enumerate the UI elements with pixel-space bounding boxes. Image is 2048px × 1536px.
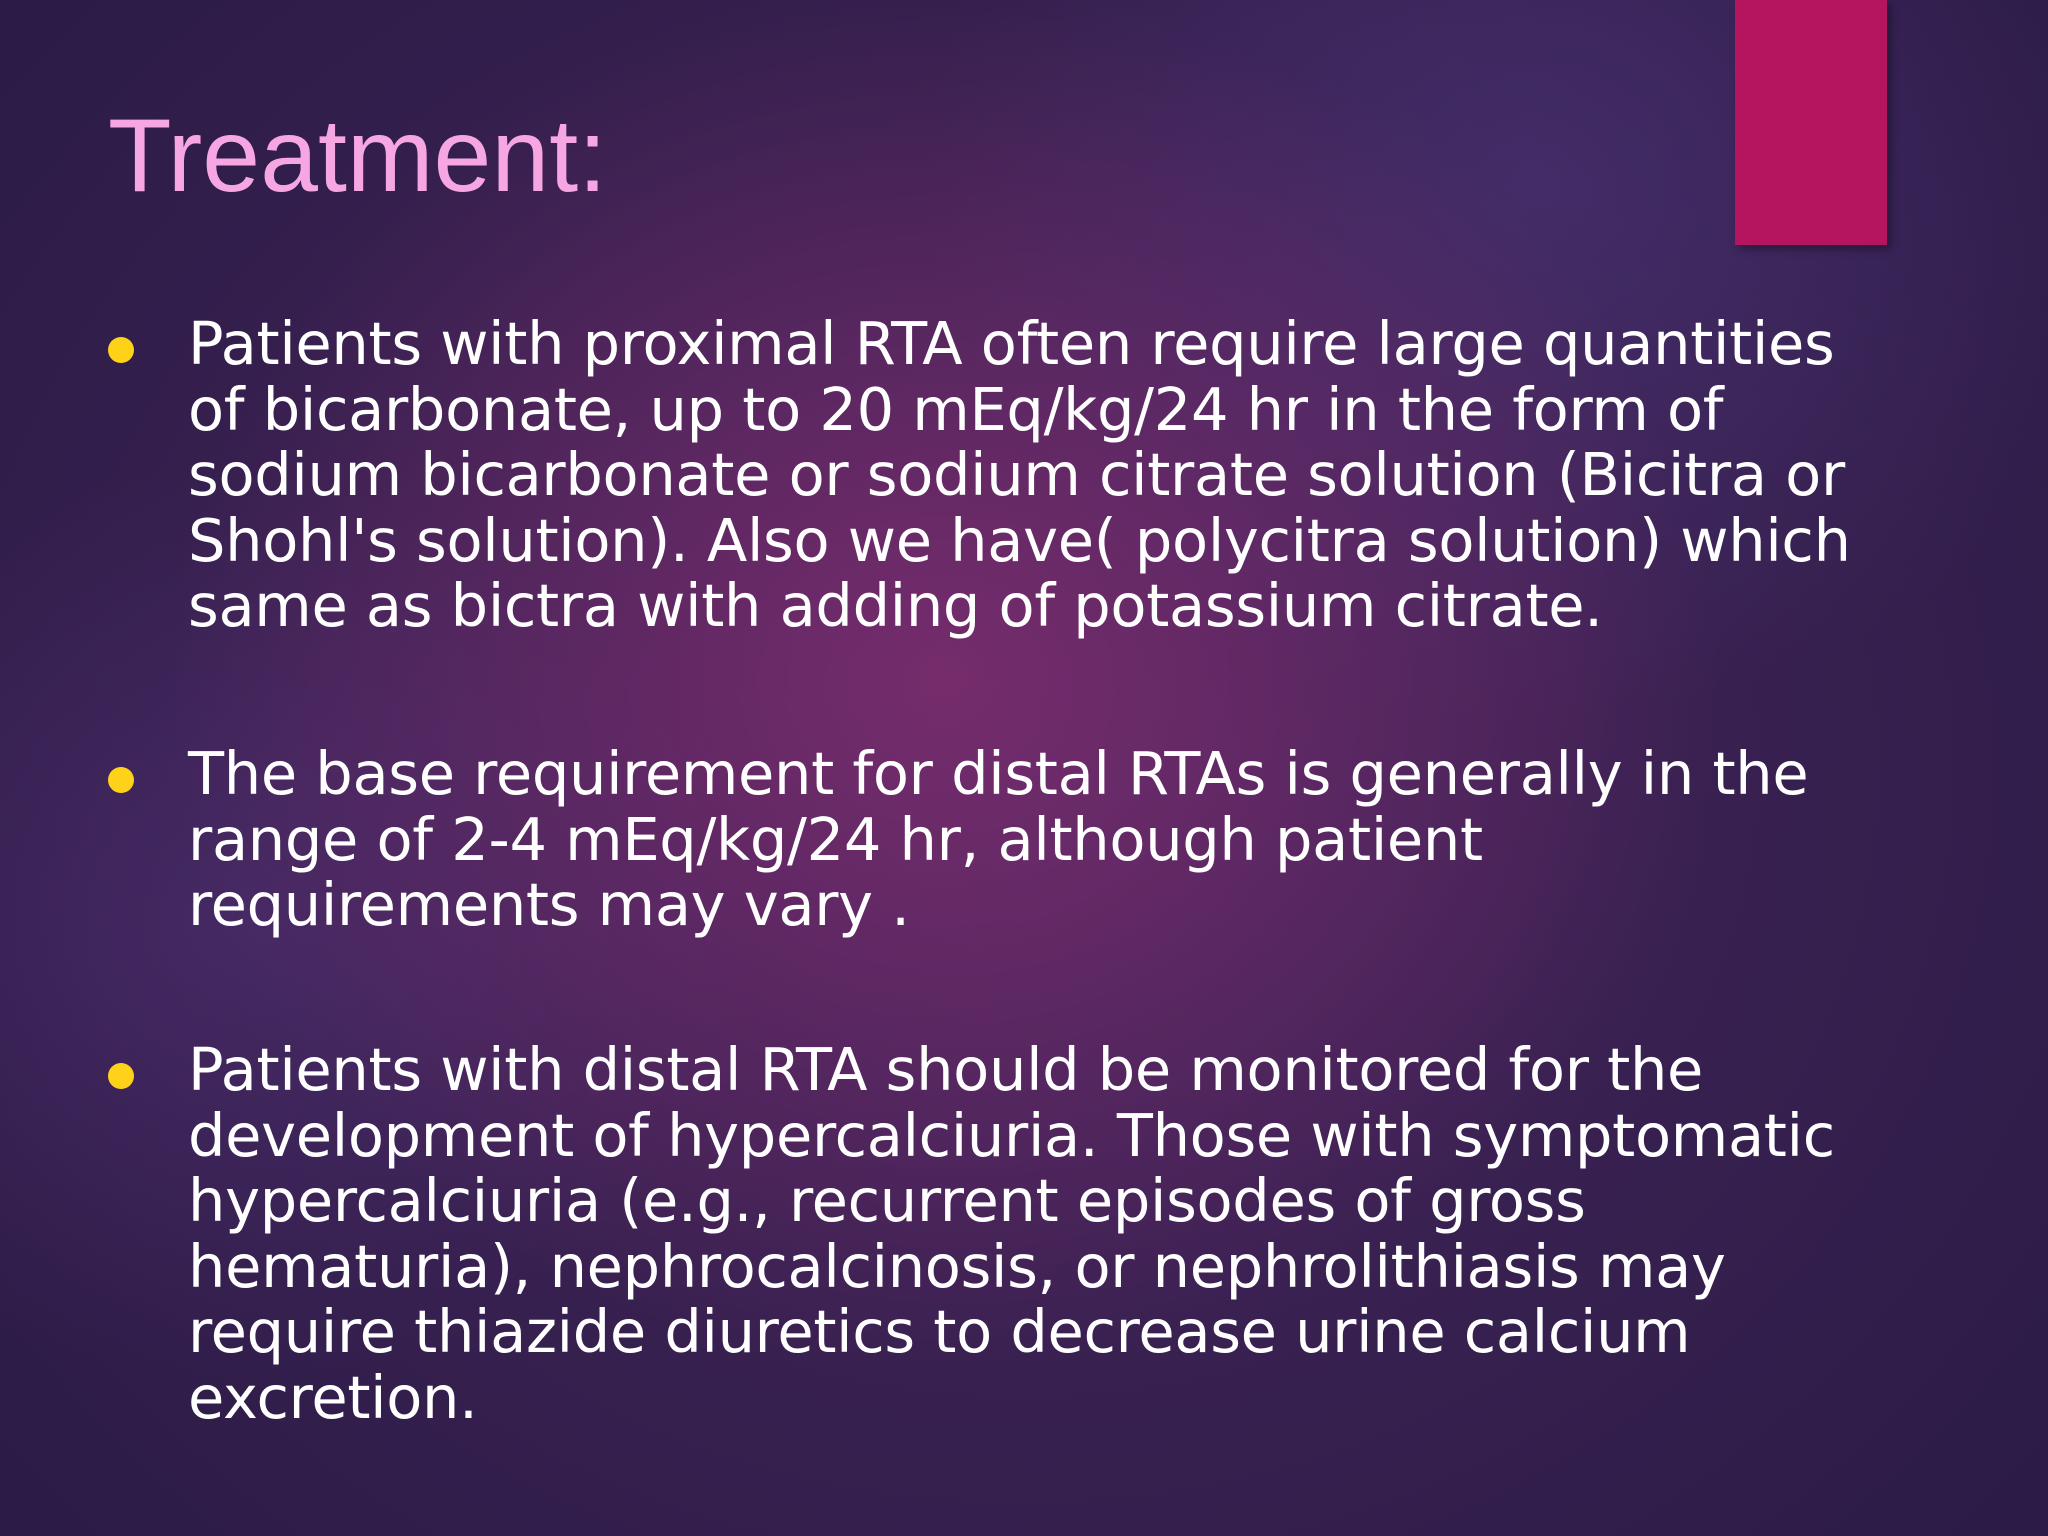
bullet-line: development of hypercalciuria. Those with symptomatic: [188, 1100, 1835, 1170]
bullet-line: Patients with distal RTA should be monitored for the: [188, 1035, 1704, 1104]
bullet-line: of bicarbonate, up to 20 mEq/kg/24 hr in the form of: [188, 374, 1724, 444]
bullet-dot-icon: [108, 337, 134, 363]
bullet-line: hypercalciuria (e.g., recurrent episodes of gross: [188, 1166, 1586, 1235]
bullet-line: hematuria), nephrocalcinosis, or nephrolithiasis may: [188, 1231, 1726, 1301]
bullet-text: [188, 741, 1944, 938]
bullet-line: excretion.: [188, 1362, 478, 1432]
bullet-item-distal-rta-base: [104, 741, 1944, 938]
bullet-line: The base requirement for distal RTAs is generally in the: [188, 739, 1809, 808]
bullet-line: range of 2-4 mEq/kg/24 hr, although patient: [188, 804, 1483, 874]
slide-title: Treatment:: [108, 98, 607, 214]
bullet-line: same as bictra with adding of potassium citrate.: [188, 571, 1603, 640]
bullet-line: Patients with proximal RTA often require large quantities: [188, 309, 1835, 378]
bullet-line: requirements may vary .: [188, 870, 910, 939]
bullet-item-distal-rta-monitoring: [104, 1037, 1944, 1430]
bullet-dot-icon: [108, 1063, 134, 1089]
bullet-text: [188, 311, 1944, 639]
bullet-line: Shohl's solution). Also we have( polycitra solution) which: [188, 505, 1851, 575]
bullet-line: sodium bicarbonate or sodium citrate solution (Bicitra or: [188, 440, 1845, 509]
bullet-item-proximal-rta: [104, 311, 1944, 639]
bullet-dot-icon: [108, 767, 134, 793]
bullet-line: require thiazide diuretics to decrease urine calcium: [188, 1297, 1691, 1366]
bullet-text: [188, 1037, 1944, 1430]
